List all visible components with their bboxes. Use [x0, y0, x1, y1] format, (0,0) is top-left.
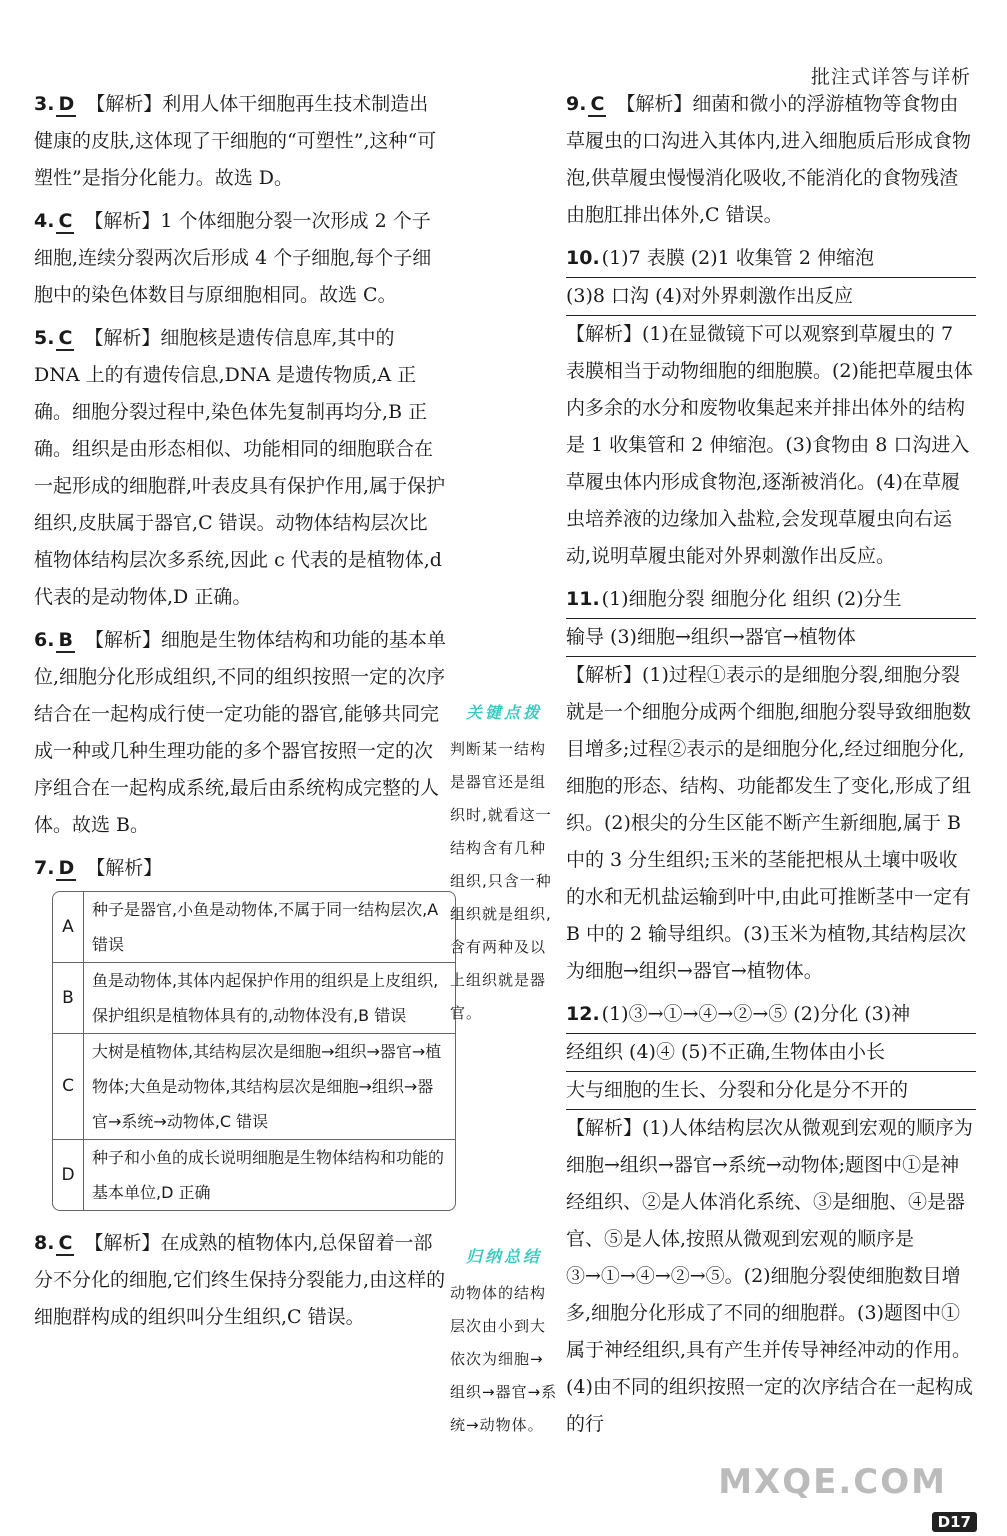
analysis-tag: 【解析】 [86, 93, 163, 115]
question-12 [566, 996, 976, 1443]
answer-letter: D [58, 93, 75, 115]
analysis-tag: 【解析】 [616, 93, 693, 115]
answer-line: 输导 (3)细胞→组织→器官→植物体 [566, 619, 976, 657]
option-row-b [53, 963, 455, 1034]
option-row-a [53, 892, 455, 963]
analysis-text: (1)过程①表示的是细胞分裂,细胞分裂就是一个细胞分成两个细胞,细胞分裂导致细胞数目增多;过程②表示的是细胞分化,经过细胞分化,细胞的形态、结构、功能都发生了变化,形成了组织。(2)根尖的分生区能不断产生新细胞,属于 B 中的 3 分生组织;玉米的茎能把根从土壤中吸收的水和无机盐运输到叶中,由此可推断茎中一定有 B 中的 2 输导组织。(3)玉米为植物,其结构层次为细胞→组织→器官→植物体。 [566, 664, 972, 982]
analysis-tag: 【解析】 [566, 323, 643, 345]
analysis-tag: 【解析】 [86, 857, 163, 879]
question-7 [34, 850, 446, 1211]
left-column [34, 86, 446, 1342]
answer-line: 经组织 (4)④ (5)不正确,生物体由小长 [566, 1034, 976, 1072]
answer-line [566, 581, 976, 619]
analysis-text: 细菌和微小的浮游植物等食物由草履虫的口沟进入其体内,进入细胞质后形成食物泡,供草履虫慢慢消化吸收,不能消化的食物残渣由胞肛排出体外,C 错误。 [566, 93, 972, 226]
answer-letter: D [58, 857, 75, 879]
question-number: 11. [566, 588, 600, 610]
option-text: 大树是植物体,其结构层次是细胞→组织→器官→植物体;大鱼是动物体,其结构层次是细胞→组织→器官→系统→动物体,C 错误 [92, 1042, 442, 1131]
question-number: 10. [566, 247, 600, 269]
answer-letter: C [590, 93, 605, 115]
options-table [52, 891, 456, 1211]
question-6 [34, 622, 446, 844]
analysis-tag: 【解析】 [84, 629, 161, 651]
option-row-c [53, 1034, 455, 1140]
question-number: 8. [34, 1232, 55, 1254]
question-number: 7. [34, 857, 55, 879]
question-11 [566, 581, 976, 990]
tip-title: 关键点拨 [466, 703, 543, 722]
question-3 [34, 86, 446, 197]
question-5 [34, 320, 446, 616]
analysis-text: 利用人体干细胞再生技术制造出健康的皮肤,这体现了干细胞的“可塑性”,这种“可塑性”是指分化能力。故选 D。 [34, 93, 437, 189]
question-number: 3. [34, 93, 55, 115]
tip-key-point [450, 700, 558, 1030]
answer-letter: B [58, 629, 73, 651]
question-number: 12. [566, 1003, 600, 1025]
analysis-tag: 【解析】 [84, 327, 161, 349]
option-text: 种子是器官,小鱼是动物体,不属于同一结构层次,A 错误 [92, 900, 439, 954]
analysis-text: 细胞是生物体结构和功能的基本单位,细胞分化形成组织,不同的组织按照一定的次序结合在一起构成行使一定功能的器官,能够共同完成一种或几种生理功能的多个器官按照一定的次序组合在一起构成系统,最后由系统构成完整的人体。故选 B。 [34, 629, 446, 836]
answer-letter: C [58, 1232, 73, 1254]
analysis-text: 细胞核是遗传信息库,其中的 DNA 上的有遗传信息,DNA 是遗传物质,A 正确。细胞分裂过程中,染色体先复制再均分,B 正确。组织是由形态相似、功能相同的细胞联合在一起形成的细胞群,叶表皮具有保护作用,属于保护组织,皮肤属于器官,C 错误。动物体结构层次比植物体结构层次多系统,因此 c 代表的是植物体,d 代表的是动物体,D 正确。 [34, 327, 446, 608]
question-10 [566, 240, 976, 575]
answer-line: 大与细胞的生长、分裂和分化是分不开的 [566, 1072, 976, 1110]
page-header: 批注式详答与详析 [810, 66, 971, 88]
page-number: D17 [932, 1512, 977, 1532]
question-4 [34, 203, 446, 314]
answer-line [566, 996, 976, 1034]
right-column [566, 86, 976, 1449]
answer-letter: C [58, 210, 73, 232]
analysis-tag: 【解析】 [84, 210, 161, 232]
answer-text: (1)细胞分裂 细胞分化 组织 (2)分生 [601, 588, 902, 610]
answer-line: (3)8 口沟 (4)对外界刺激作出反应 [566, 278, 976, 316]
answer-line [566, 240, 976, 278]
question-number: 4. [34, 210, 55, 232]
analysis-tag: 【解析】 [566, 664, 643, 686]
tip-text: 判断某一结构是器官还是组织时,就看这一结构含有几种组织,只含一种组织就是组织,含有两种及以上组织就是器官。 [450, 740, 552, 1022]
tip-title: 归纳总结 [466, 1247, 543, 1266]
question-number: 9. [566, 93, 587, 115]
option-key: A [53, 892, 84, 962]
tip-summary [450, 1244, 558, 1442]
option-text: 鱼是动物体,其体内起保护作用的组织是上皮组织,保护组织是植物体具有的,动物体没有,B 错误 [92, 971, 439, 1025]
watermark: MXQE.COM [718, 1462, 947, 1502]
option-key: B [53, 963, 84, 1033]
option-text: 种子和小鱼的成长说明细胞是生物体结构和功能的基本单位,D 正确 [92, 1148, 445, 1202]
question-number: 5. [34, 327, 55, 349]
option-key: C [53, 1034, 84, 1139]
question-number: 6. [34, 629, 55, 651]
analysis-text: 1 个体细胞分裂一次形成 2 个子细胞,连续分裂两次后形成 4 个子细胞,每个子细胞中的染色体数目与原细胞相同。故选 C。 [34, 210, 432, 306]
analysis-text: (1)人体结构层次从微观到宏观的顺序为细胞→组织→器官→系统→动物体;题图中①是神经组织、②是人体消化系统、③是细胞、④是器官、⑤是人体,按照从微观到宏观的顺序是③→①→④→②→⑤。(2)细胞分裂使细胞数目增多,细胞分化形成了不同的细胞群。(3)题图中①属于神经组织,具有产生并传导神经冲动的作用。(4)由不同的组织按照一定的次序结合在一起构成的行 [566, 1117, 973, 1435]
question-8 [34, 1225, 446, 1336]
analysis-tag: 【解析】 [566, 1117, 643, 1139]
analysis-text: (1)在显微镜下可以观察到草履虫的 7 表膜相当于动物细胞的细胞膜。(2)能把草履虫体内多余的水分和废物收集起来并排出体外的结构是 1 收集管和 2 伸缩泡。(3)食物由 8 口沟进入草履虫体内形成食物泡,逐渐被消化。(4)在草履虫培养液的边缘加入盐粒,会发现草履虫向右运动,说明草履虫能对外界刺激作出反应。 [566, 323, 973, 567]
answer-letter: C [58, 327, 73, 349]
option-key: D [53, 1140, 84, 1210]
analysis-tag: 【解析】 [84, 1232, 161, 1254]
answer-text: (1)7 表膜 (2)1 收集管 2 伸缩泡 [601, 247, 874, 269]
answer-text: (1)③→①→④→②→⑤ (2)分化 (3)神 [601, 1003, 911, 1025]
tip-text: 动物体的结构层次由小到大依次为细胞→组织→器官→系统→动物体。 [450, 1284, 558, 1434]
question-9 [566, 86, 976, 234]
analysis-text: 在成熟的植物体内,总保留着一部分不分化的细胞,它们终生保持分裂能力,由这样的细胞群构成的组织叫分生组织,C 错误。 [34, 1232, 446, 1328]
option-row-d [53, 1140, 455, 1210]
